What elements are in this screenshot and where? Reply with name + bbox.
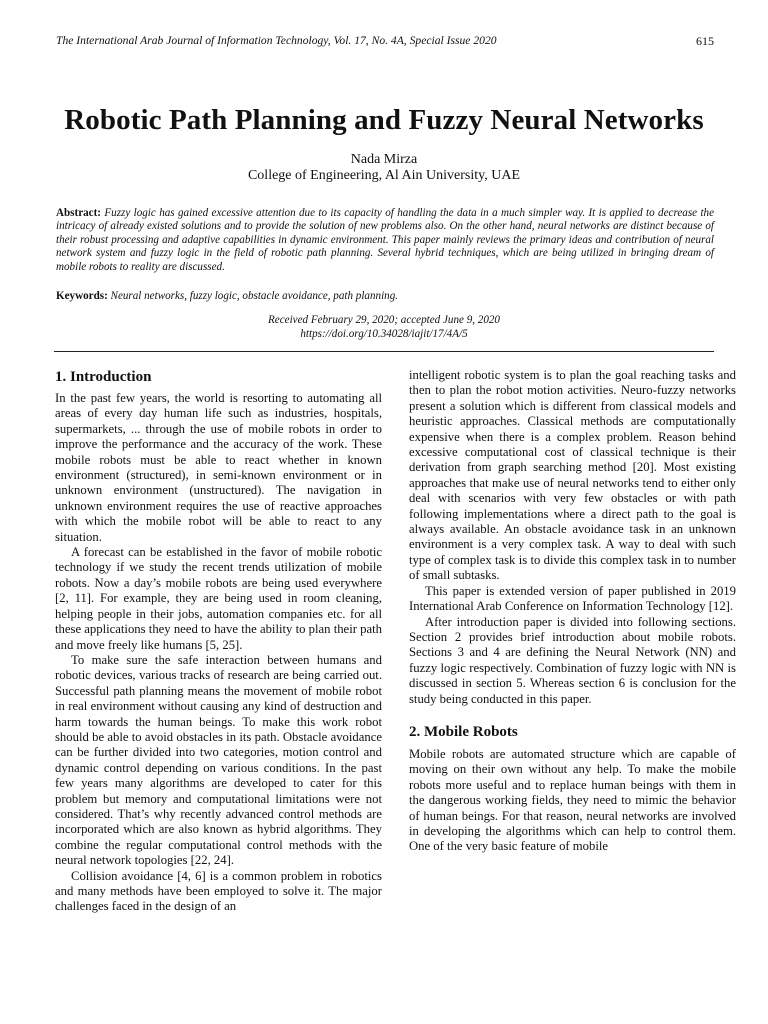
- author-affiliation: College of Engineering, Al Ain University, UAE: [247, 168, 521, 183]
- keywords-text: Neural networks, fuzzy logic, obstacle avoidance, path planning.: [110, 290, 399, 302]
- right-column: [409, 368, 736, 855]
- left-column: [55, 368, 382, 915]
- header-divider: [54, 351, 714, 352]
- doi-link[interactable]: https://doi.org/10.34028/iajit/17/4A/5: [300, 328, 468, 340]
- abstract-label: Abstract:: [56, 207, 101, 219]
- paper-title: Robotic Path Planning and Fuzzy Neural Networks: [64, 104, 704, 136]
- keywords: [56, 289, 714, 303]
- paragraph: In the past few years, the world is resorting to automating all areas of every day human life such as industries, hospitals, supermarkets, ... through the use of mobile robots in order to improve the performance and the accuracy of the work. These mobile robots must be able to react whether in known environment (structured), in semi-known environment or in unknown environment (unstructured). The navigation in unknown environment requires the use of reactive approaches with which the mobile robot will be able to react to any situation.: [55, 391, 382, 544]
- abstract-text: Fuzzy logic has gained excessive attention due to its capacity of handling the data in a much simpler way. It is applied to decrease the intricacy of already existed solutions and to provide the solution of new problems also. On the other hand, neural networks are distinct because of their robust processing and adaptive capabilities in dynamic environment. This paper mainly reviews the primary ideas and contribution of neural network system and fuzzy logic in the field of robotic path planning. Several hybrid techniques, which are being utilized in bringing dream of mobile robots to reality are discussed.: [56, 207, 715, 273]
- keywords-label: Keywords:: [56, 290, 108, 302]
- paragraph: Mobile robots are automated structure which are capable of moving on their own without any help. To make the mobile robots more useful and to replace human beings with them in the dangerous working fields, they need to mimic the behavior of human beings. For that reason, neural networks are involved in developing the algorithms which can help to control them. One of the very basic feature of mobile: [409, 746, 736, 854]
- paragraph: To make sure the safe interaction between humans and robotic devices, various tracks of research are being carried out. Successful path planning means the movement of mobile robot in real environment without causing any kind of destruction and harm towards the human beings. To make this work robot should be able to avoid obstacles in its path. Obstacle avoidance can be further divided into two categories, motion control and dynamic control depending on various conditions. In the past few years many algorithms are developed to cater for this problem but memory and computational limitations were not considered. That’s why recently advanced control methods are incorporated which are also known as hybrid algorithms. They combine the regular computational control methods with the neural network topologies [22, 24].: [55, 652, 382, 868]
- section-heading-introduction: 1. Introduction: [55, 369, 152, 385]
- abstract: [56, 207, 714, 274]
- running-header: [56, 33, 714, 49]
- paragraph: A forecast can be established in the favor of mobile robotic technology if we study the recent trends utilization of mobile robots. Now a day’s mobile robots are being used everywhere [2, 11]. For example, they are being used in room cleaning, helping people in their jobs, automation companies etc. for all these applications they need to have the ability to plan their path and move freely like humans [5, 25].: [55, 545, 382, 652]
- author-name: Nada Mirza: [350, 152, 418, 167]
- paragraph: After introduction paper is divided into following sections. Section 2 provides brief introduction about mobile robots. Sections 3 and 4 are defining the Neural Network (NN) and fuzzy logic respectively. Combination of fuzzy logic with NN is discussed in section 5. Whereas section 6 is conclusion for the study being conducted in this paper.: [409, 614, 736, 706]
- received-dates: Received February 29, 2020; accepted June 9, 2020: [268, 314, 500, 326]
- page-number: 615: [696, 34, 714, 48]
- paragraph: Collision avoidance [4, 6] is a common problem in robotics and many methods have been employed to solve it. The major challenges faced in the design of an: [55, 868, 382, 914]
- journal-citation: The International Arab Journal of Information Technology, Vol. 17, No. 4A, Special Issue 2020: [56, 34, 497, 47]
- paragraph: intelligent robotic system is to plan the goal reaching tasks and then to plan the robot motion activities. Neuro-fuzzy networks present a solution which is different from classical models and heuristic approaches. Classical methods are computationally expensive when there is a complex problem. Reason behind excessive computational cost of classical technique is their derivation from graph searching method [20]. Most existing approaches that make use of neural networks tend to either only deal with scenarios with very few obstacles or with path following implementations where a direct path to the goal is always available. An obstacle avoidance task in an unknown environment is a very complex task. A way to deal with such type of complex task is to divide this complex task in to number of small subtasks.: [409, 368, 736, 583]
- section-heading-mobile-robots: 2. Mobile Robots: [409, 723, 518, 740]
- paragraph: This paper is extended version of paper published in 2019 International Arab Conference on Information Technology [12].: [409, 583, 736, 614]
